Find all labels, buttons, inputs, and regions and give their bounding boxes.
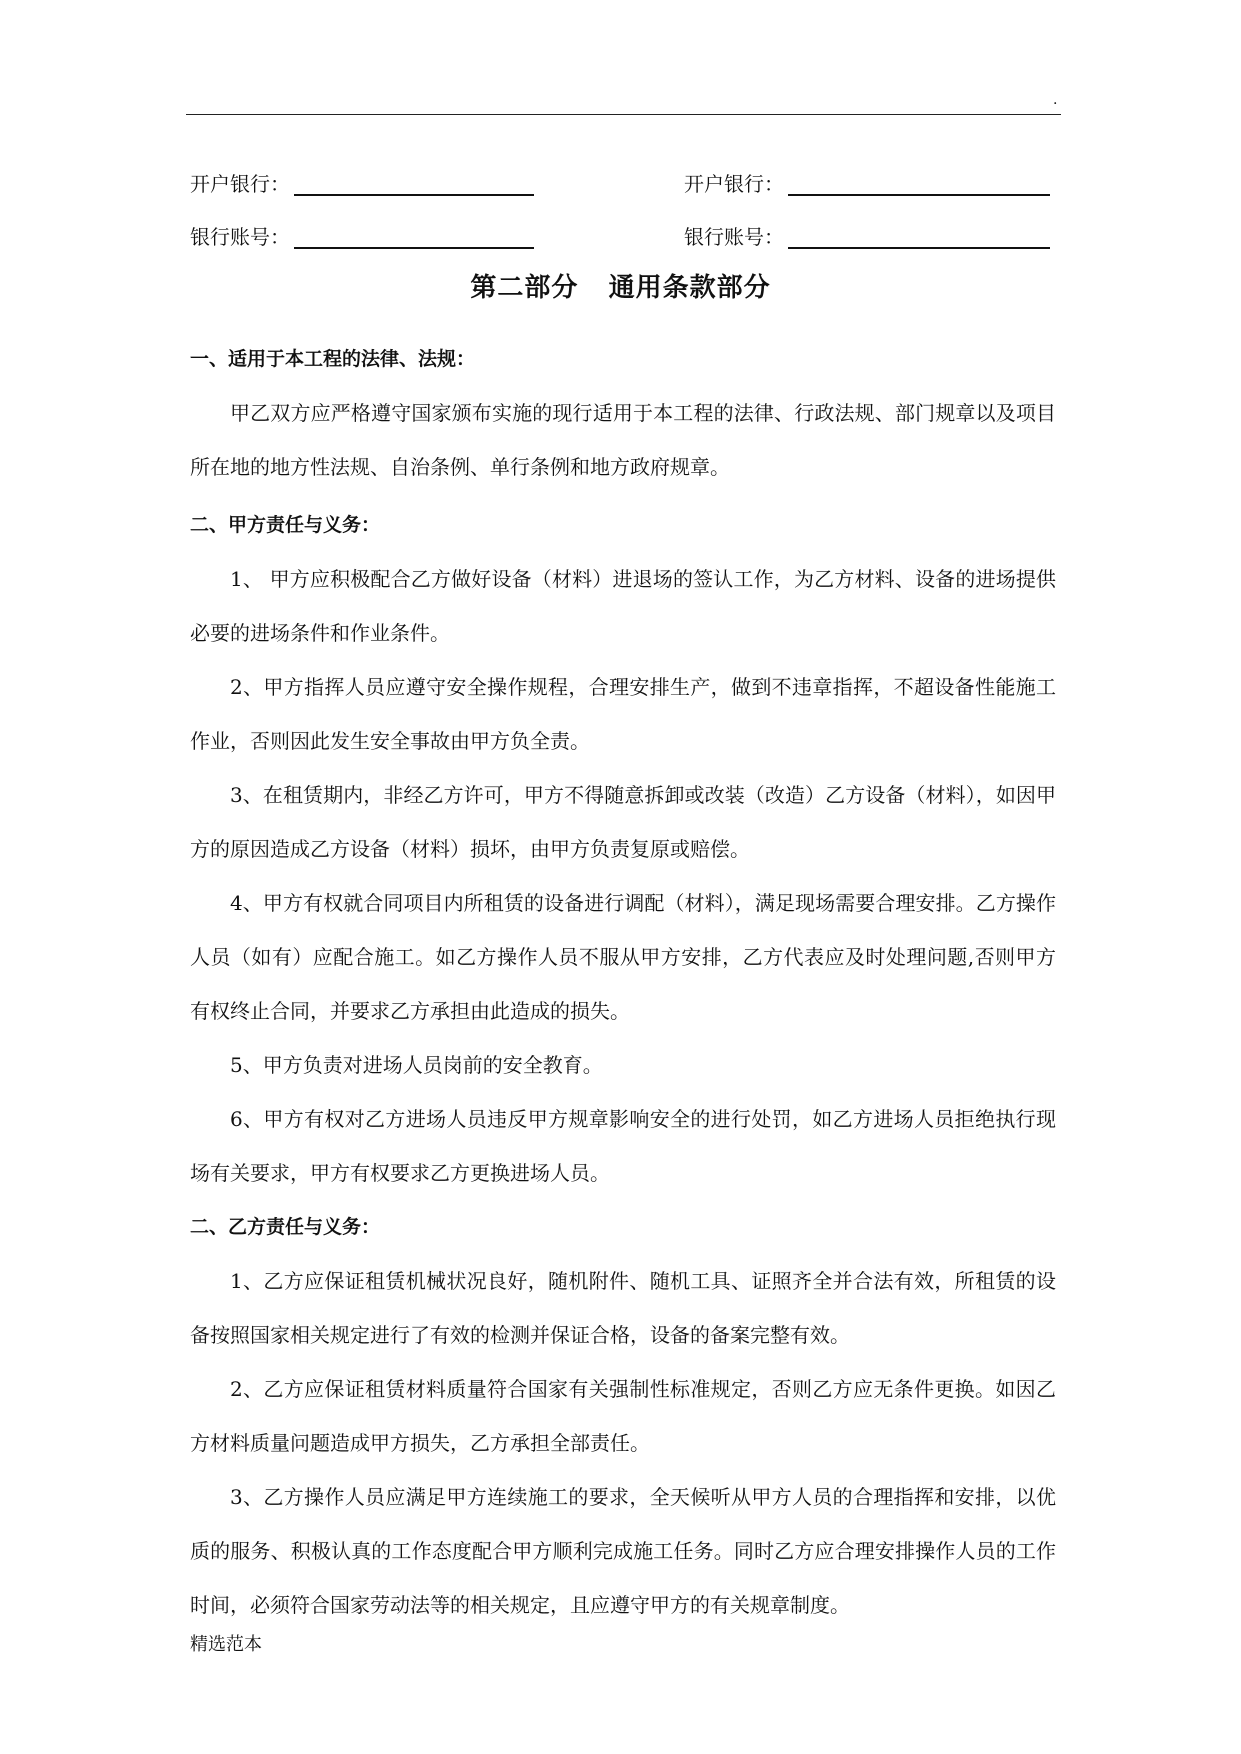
footer-text: 精选范本	[190, 1634, 262, 1655]
section-heading-laws: 一、适用于本工程的法律、法规：	[190, 348, 476, 370]
right-bank-blank[interactable]	[788, 174, 1050, 196]
paragraph: 2、乙方应保证租赁材料质量符合国家有关强制性标准规定，否则乙方应无条件更换。如因乙方材料质量问题造成甲方损失，乙方承担全部责任。	[190, 1377, 1056, 1455]
header-mark: .	[1053, 92, 1058, 108]
title-part: 第二部分	[470, 273, 579, 303]
left-account-label: 银行账号：	[190, 225, 290, 249]
section-heading-party-b: 二、乙方责任与义务：	[190, 1216, 381, 1238]
paragraph: 1、 甲方应积极配合乙方做好设备（材料）进退场的签认工作，为乙方材料、设备的进场提供必要的进场条件和作业条件。	[190, 567, 1056, 645]
right-account-label: 银行账号：	[684, 225, 784, 249]
left-bank-label: 开户银行：	[190, 172, 290, 196]
paragraph: 甲乙双方应严格遵守国家颁布实施的现行适用于本工程的法律、行政法规、部门规章以及项目所在地的地方性法规、自治条例、单行条例和地方政府规章。	[190, 401, 1056, 479]
left-account-blank[interactable]	[294, 227, 534, 249]
paragraph: 3、乙方操作人员应满足甲方连续施工的要求，全天候听从甲方人员的合理指挥和安排，以优质的服务、积极认真的工作态度配合甲方顺利完成施工任务。同时乙方应合理安排操作人员的工作时间，必须符合国家劳动法等的相关规定，且应遵守甲方的有关规章制度。	[190, 1485, 1056, 1617]
left-bank-blank[interactable]	[294, 174, 534, 196]
paragraph: 2、甲方指挥人员应遵守安全操作规程，合理安排生产，做到不违章指挥，不超设备性能施工作业，否则因此发生安全事故由甲方负全责。	[190, 675, 1056, 753]
header-rule	[186, 114, 1061, 115]
paragraph: 6、甲方有权对乙方进场人员违反甲方规章影响安全的进行处罚，如乙方进场人员拒绝执行现场有关要求，甲方有权要求乙方更换进场人员。	[190, 1107, 1056, 1185]
paragraph: 1、乙方应保证租赁机械状况良好，随机附件、随机工具、证照齐全并合法有效，所租赁的设备按照国家相关规定进行了有效的检测并保证合格，设备的备案完整有效。	[190, 1269, 1056, 1347]
paragraph: 5、甲方负责对进场人员岗前的安全教育。	[230, 1053, 603, 1077]
paragraph: 3、在租赁期内，非经乙方许可，甲方不得随意拆卸或改装（改造）乙方设备（材料），如因甲方的原因造成乙方设备（材料）损坏，由甲方负责复原或赔偿。	[190, 783, 1056, 861]
page-title	[0, 270, 1241, 306]
section-heading-party-a: 二、甲方责任与义务：	[190, 514, 381, 536]
document-body	[190, 332, 1056, 1632]
title-name: 通用条款部分	[608, 273, 771, 303]
left-bank-field	[190, 172, 534, 196]
left-account-field	[190, 225, 534, 249]
right-account-blank[interactable]	[788, 227, 1050, 249]
paragraph: 4、甲方有权就合同项目内所租赁的设备进行调配（材料），满足现场需要合理安排。乙方操作人员（如有）应配合施工。如乙方操作人员不服从甲方安排，乙方代表应及时处理问题,否则甲方有权终止合同，并要求乙方承担由此造成的损失。	[190, 891, 1056, 1023]
right-bank-label: 开户银行：	[684, 172, 784, 196]
right-account-field	[684, 225, 1050, 249]
right-bank-field	[684, 172, 1050, 196]
